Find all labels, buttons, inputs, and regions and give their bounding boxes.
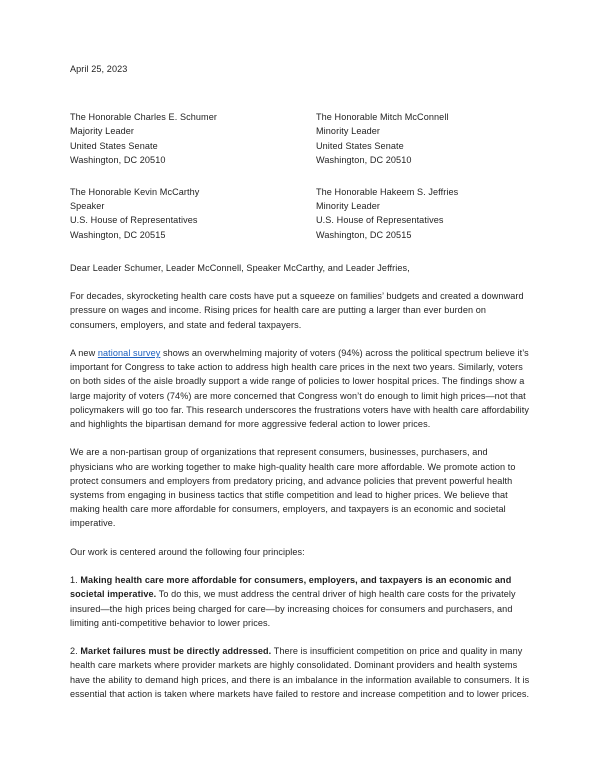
survey-lead-text: A new (70, 348, 98, 359)
recipient-schumer (70, 110, 316, 167)
recipient-name: The Honorable Mitch McConnell (316, 112, 449, 123)
recipient-title: Speaker (70, 201, 105, 212)
recipient-mcconnell (316, 110, 530, 167)
recipient-location: Washington, DC 20515 (316, 229, 412, 240)
recipient-name: The Honorable Charles E. Schumer (70, 112, 217, 123)
national-survey-link[interactable]: national survey (97, 348, 161, 359)
survey-rest-text: shows an overwhelming majority of voters (94%) across the political spectrum believe it’s important for Congress to take action to address high health care prices in the next two years. Similarly, voters on both sides of the aisle broadly support a wide range of policies to lower hospital prices. The findings show a large majority of voters (74%) are more concerned that Congress won’t do enough to limit high prices—not that policymakers will go too far. This research underscores the frustrations voters have with health care affordability and highlights the bipartisan demand for more aggressive federal action to lower prices. (70, 348, 529, 430)
recipient-location: Washington, DC 20510 (316, 154, 412, 165)
letter-body (70, 62, 530, 701)
recipient-location: Washington, DC 20510 (70, 154, 166, 165)
recipient-body: U.S. House of Representatives (70, 215, 198, 226)
paragraph-costs: For decades, skyrocketing health care costs have put a squeeze on families’ budgets and created a downward pressure on wages and income. Rising prices for health care are putting a larger than ever burden on consumers, employers, and state and federal taxpayers. (70, 291, 524, 330)
recipient-title: Minority Leader (316, 126, 381, 137)
recipient-jeffries (316, 185, 530, 242)
paragraph-survey (70, 346, 530, 431)
principle-text: To do this, we must address the central driver of high health care costs for the privately insured—the high prices being charged for care—by increasing choices for consumers and purchasers, and limiting anti-competitive behavior to lower prices. (70, 589, 516, 628)
recipient-mccarthy (70, 185, 316, 242)
principle-item-1 (70, 573, 530, 630)
recipient-block-row-2 (70, 185, 530, 242)
principle-number: 1. (70, 575, 81, 586)
recipient-body: United States Senate (316, 140, 404, 151)
salutation: Dear Leader Schumer, Leader McConnell, Speaker McCarthy, and Leader Jeffries, (70, 262, 410, 273)
recipient-name: The Honorable Hakeem S. Jeffries (316, 187, 459, 198)
paragraph-about-us: We are a non-partisan group of organizations that represent consumers, businesses, purchasers, and physicians who are working together to make high-quality health care more affordable. We promote action to protect consumers and employers from predatory pricing, and advance policies that prevent powerful health systems from engaging in business tactics that stifle competition and lead to higher prices. We believe that making health care more affordable for consumers, employers, and taxpayers is an economic and societal imperative. (70, 447, 516, 529)
recipient-title: Minority Leader (316, 201, 381, 212)
principle-text: There is insufficient competition on price and quality in many health care markets where provider markets are highly consolidated. Dominant providers and health systems have the ability to demand high prices, and there is an imbalance in the information available to consumers. It is essential that action is taken where markets have failed to restore and increase competition and to lower prices. (70, 646, 530, 699)
recipient-body: United States Senate (70, 140, 158, 151)
principle-item-2 (70, 644, 530, 701)
recipient-name: The Honorable Kevin McCarthy (70, 187, 200, 198)
recipient-title: Majority Leader (70, 126, 135, 137)
recipient-block-row-1 (70, 110, 530, 167)
principle-heading: Market failures must be directly addressed. (80, 646, 272, 657)
principle-heading: Making health care more affordable for consumers, employers, and taxpayers is an economic and societal imperative. (70, 575, 512, 600)
principle-number: 2. (70, 646, 81, 657)
recipient-location: Washington, DC 20515 (70, 229, 166, 240)
letter-date: April 25, 2023 (70, 64, 128, 74)
principles-intro: Our work is centered around the following four principles: (70, 546, 305, 557)
recipient-body: U.S. House of Representatives (316, 215, 444, 226)
